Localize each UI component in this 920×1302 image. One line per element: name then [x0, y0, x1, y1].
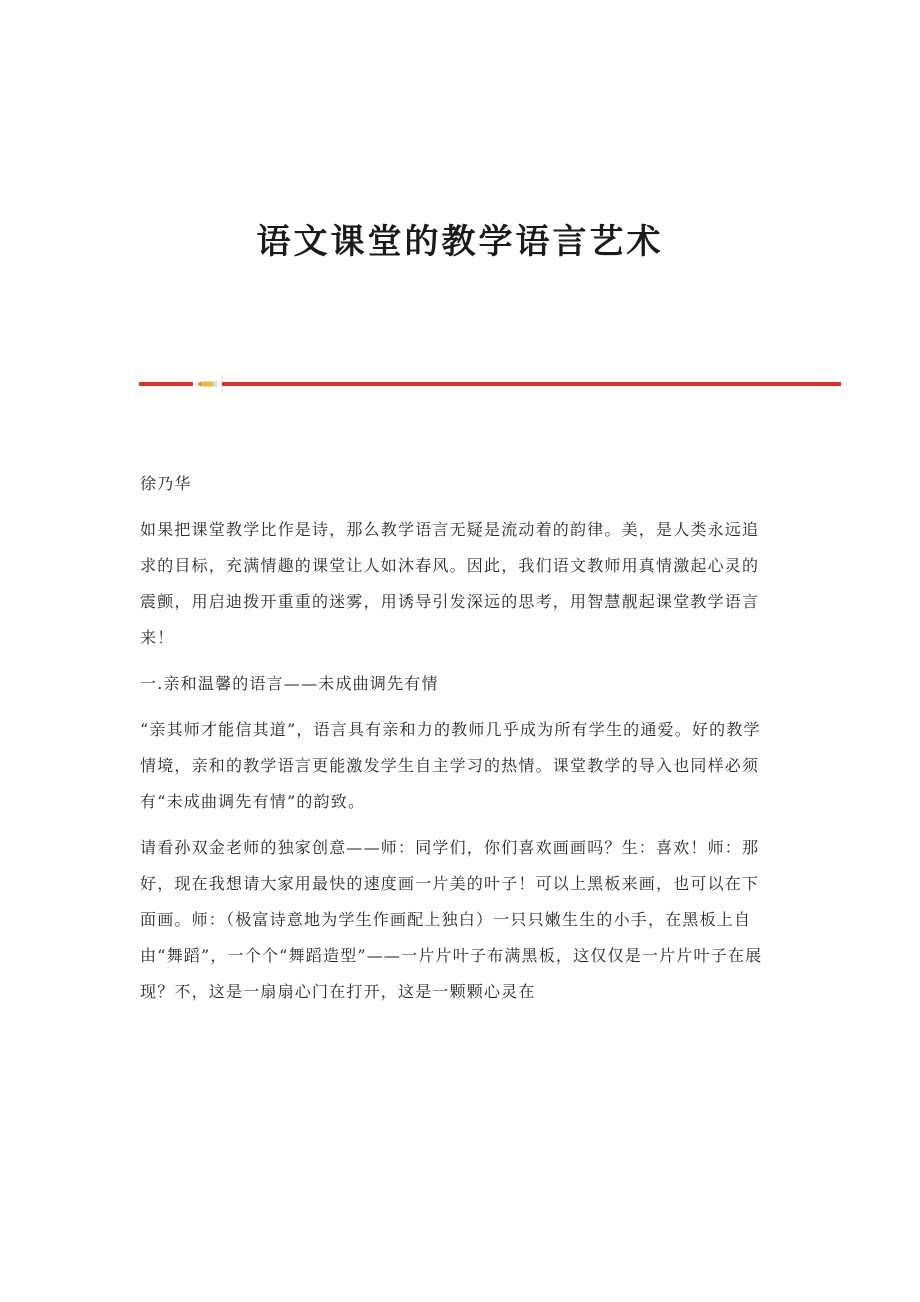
paragraph-example: 请看孙双金老师的独家创意——师：同学们，你们喜欢画画吗？生：喜欢！师：那好，现在我想请大家用最快的速度画一片美的叶子！可以上黑板来画，也可以在下面画。师：（极富诗意地为学生作画配上独白）一只只嫩生生的小手，在黑板上自由“舞蹈”，一个个“舞蹈造型”——一片片叶子布满黑板，这仅仅是一片片叶子在展现？不，这是一扇扇心门在打开，这是一颗颗心灵在 — [140, 838, 763, 1001]
section-heading: 一.亲和温馨的语言——未成曲调先有情 — [140, 674, 439, 693]
paragraph-body: “亲其师才能信其道”，语言具有亲和力的教师几乎成为所有学生的通爱。好的教学情境，亲和的教学语言更能激发学生自主学习的热情。课堂教学的导入也同样必须有“未成曲调先有情”的韵致。 — [140, 720, 761, 811]
pencil-icon — [197, 381, 217, 387]
divider-bar-left — [139, 382, 193, 386]
divider-bar-right — [222, 382, 841, 386]
title-divider — [139, 381, 841, 387]
document-title: 语文课堂的教学语言艺术 — [256, 222, 664, 262]
author-name: 徐乃华 — [140, 474, 192, 493]
document-body — [140, 466, 772, 1020]
paragraph-intro: 如果把课堂教学比作是诗，那么教学语言无疑是流动着的韵律。美，是人类永远追求的目标，充满情趣的课堂让人如沐春风。因此，我们语文教师用真情激起心灵的震颤，用启迪拨开重重的迷雾，用诱导引发深远的思考，用智慧靓起课堂教学语言来！ — [140, 520, 760, 647]
